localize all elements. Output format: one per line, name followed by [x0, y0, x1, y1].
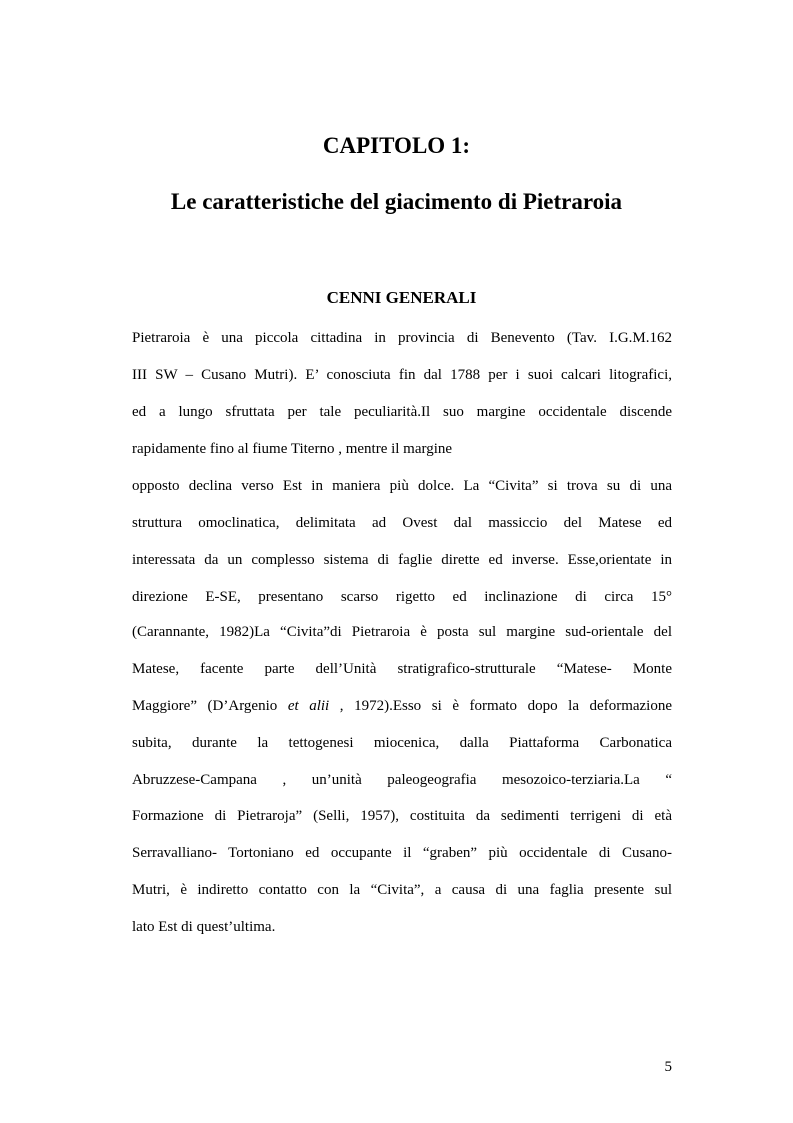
body-line: III SW – Cusano Mutri). E’ conosciuta fin dal 1788 per i suoi calcari litografici, — [132, 367, 672, 383]
body-line: interessata da un complesso sistema di faglie dirette ed inverse. Esse,orientate in — [132, 552, 672, 568]
body-line — [132, 696, 672, 716]
italic-citation: et alii — [287, 698, 330, 714]
chapter-title: Le caratteristiche del giacimento di Pietraroia — [170, 189, 623, 214]
body-line-text: Maggiore” (D’Argenio — [132, 698, 288, 714]
body-line: (Carannante, 1982)La “Civita”di Pietraroia è posta sul margine sud-orientale del — [132, 624, 672, 640]
chapter-label: CAPITOLO 1: — [322, 133, 471, 158]
body-line: struttura omoclinatica, delimitata ad Ovest dal massiccio del Matese ed — [132, 515, 672, 531]
body-line: ed a lungo sfruttata per tale peculiarità.Il suo margine occidentale discende — [132, 404, 672, 420]
body-line: opposto declina verso Est in maniera più dolce. La “Civita” si trova su di una — [132, 478, 672, 494]
body-line: Matese, facente parte dell’Unità stratigrafico-strutturale “Matese- Monte — [132, 661, 672, 677]
body-line: Mutri, è indiretto contatto con la “Civita”, a causa di una faglia presente sul — [132, 882, 672, 898]
body-line: Serravalliano- Tortoniano ed occupante il “graben” più occidentale di Cusano- — [132, 845, 672, 861]
body-line: Formazione di Pietraroja” (Selli, 1957), costituita da sedimenti terrigeni di età — [132, 808, 672, 824]
body-line: lato Est di quest’ultima. — [132, 919, 276, 935]
page-number: 5 — [664, 1059, 672, 1075]
body-line: subita, durante la tettogenesi miocenica, dalla Piattaforma Carbonatica — [132, 735, 672, 751]
section-heading: CENNI GENERALI — [326, 288, 477, 307]
body-line: rapidamente fino al fiume Titerno , mentre il margine — [132, 441, 453, 457]
body-line-text: , 1972).Esso si è formato dopo la deformazione — [329, 698, 673, 714]
body-line: direzione E-SE, presentano scarso rigetto ed inclinazione di circa 15° — [132, 589, 672, 605]
body-line: Pietraroia è una piccola cittadina in provincia di Benevento (Tav. I.G.M.162 — [132, 330, 672, 346]
body-line: Abruzzese-Campana , un’unità paleogeografia mesozoico-terziaria.La “ — [132, 772, 672, 788]
